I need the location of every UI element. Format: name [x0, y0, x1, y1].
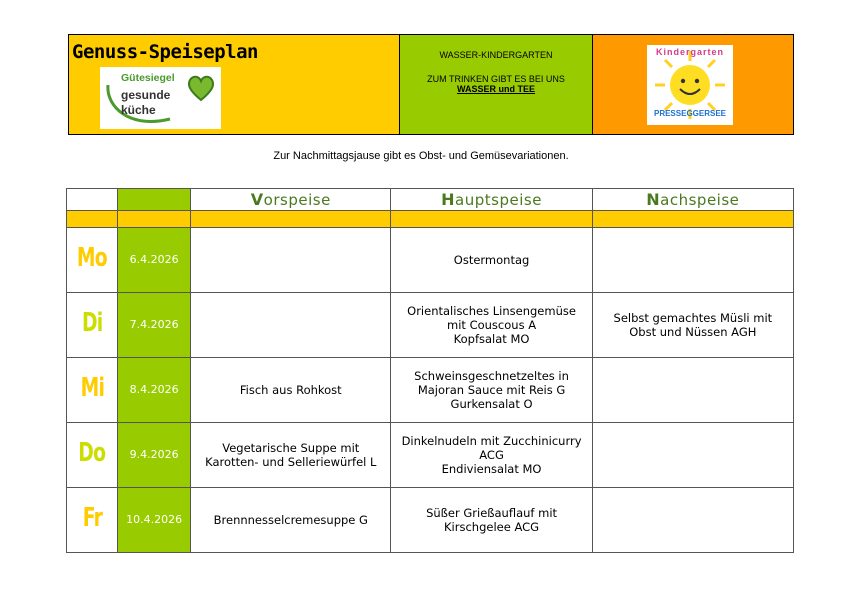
hauptspeise-header-label: [441, 191, 542, 209]
menu-table: [66, 188, 794, 553]
hauptspeise-cell: [391, 423, 592, 488]
header-row: [67, 189, 794, 211]
day-cell: [67, 293, 118, 358]
hauptspeise-line: Dinkelnudeln mit Zucchinicurry: [401, 434, 582, 448]
table-row: [67, 293, 794, 358]
hauptspeise-line: ACG: [479, 448, 504, 462]
kindergarten-logo: [647, 45, 733, 125]
table-row: [67, 488, 794, 553]
nachspeise-cell: [592, 358, 793, 423]
hauptspeise-cell: [391, 358, 592, 423]
logo-line-2: gesunde: [121, 88, 171, 102]
hauptspeise-line: mit Couscous A: [447, 318, 537, 332]
page-title: Genuss-Speiseplan: [72, 41, 258, 63]
spacer-cell: [391, 211, 592, 228]
heart-icon: [186, 73, 216, 103]
hauptspeise-line: Kopfsalat MO: [453, 332, 530, 346]
afternoon-snack-note: Zur Nachmittagsjause gibt es Obst- und Gemüsevariationen.: [273, 150, 569, 162]
day-cell: [67, 228, 118, 293]
spacer-cell: [592, 211, 793, 228]
header-water-info: [400, 35, 593, 134]
drink-info-label: ZUM TRINKEN GIBT ES BEI UNS: [427, 74, 565, 84]
date-cell: 8.4.2026: [118, 358, 191, 423]
header-rest: orspeise: [263, 191, 331, 209]
day-label: Mi: [80, 373, 104, 403]
hauptspeise-line: Gurkensalat O: [450, 397, 533, 411]
nachspeise-cell: [592, 293, 793, 358]
nachspeise-header-label: [646, 191, 739, 209]
day-label: Fr: [82, 503, 102, 533]
spacer-cell: [191, 211, 391, 228]
hauptspeise-line: Schweinsgeschnetzeltes in: [414, 369, 569, 383]
day-cell: [67, 358, 118, 423]
table-row: [67, 228, 794, 293]
hauptspeise-line: Endiviensalat MO: [441, 462, 542, 476]
nachspeise-cell: [592, 423, 793, 488]
header-logo-cell: [593, 35, 793, 134]
nachspeise-cell: [592, 488, 793, 553]
water-tea-label: WASSER und TEE: [456, 84, 535, 94]
vorspeise-line: Fisch aus Rohkost: [239, 383, 342, 397]
vorspeise-cell: [191, 488, 391, 553]
hauptspeise-cell: [391, 228, 592, 293]
menu-body: [67, 228, 794, 553]
date-cell: 6.4.2026: [118, 228, 191, 293]
vorspeise-cell: [191, 293, 391, 358]
nachspeise-line: Selbst gemachtes Müsli mit: [613, 311, 773, 325]
vorspeise-header-label: [251, 191, 331, 209]
header-rest: auptspeise: [455, 191, 542, 209]
nachspeise-header: [592, 189, 793, 211]
header-title-cell: [69, 35, 400, 134]
spacer-row: [67, 211, 794, 228]
hauptspeise-header: [391, 189, 592, 211]
vorspeise-cell: [191, 228, 391, 293]
date-cell: 10.4.2026: [118, 488, 191, 553]
vorspeise-line: Vegetarische Suppe mit: [222, 441, 360, 455]
day-cell: [67, 423, 118, 488]
hauptspeise-line: Ostermontag: [453, 253, 530, 267]
hauptspeise-cell: [391, 488, 592, 553]
day-label: Do: [78, 438, 106, 468]
logo-line-3: küche: [121, 103, 156, 117]
hauptspeise-line: Kirschgelee ACG: [444, 520, 540, 534]
hauptspeise-line: Orientalisches Linsengemüse: [407, 304, 576, 318]
header-initial: H: [441, 190, 456, 209]
date-cell: 7.4.2026: [118, 293, 191, 358]
nachspeise-cell: [592, 228, 793, 293]
hauptspeise-cell: [391, 293, 592, 358]
logo-line-1: Gütesiegel: [121, 72, 175, 84]
hauptspeise-line: Majoran Sauce mit Reis G: [417, 383, 566, 397]
date-header: [118, 189, 191, 211]
header-initial: N: [646, 190, 661, 209]
kindergarten-logo-bottom: PRESSEGGERSEE: [653, 109, 727, 118]
day-header: [67, 189, 118, 211]
spacer-cell: [118, 211, 191, 228]
header: [68, 34, 794, 135]
vorspeise-cell: [191, 358, 391, 423]
nachspeise-line: Obst und Nüssen AGH: [629, 325, 757, 339]
guetesiegel-logo: [100, 67, 221, 129]
water-kindergarten-label: WASSER-KINDERGARTEN: [439, 50, 553, 60]
date-cell: 9.4.2026: [118, 423, 191, 488]
hauptspeise-line: Süßer Grießauflauf mit: [426, 506, 558, 520]
header-initial: V: [250, 190, 264, 209]
table-row: [67, 423, 794, 488]
kindergarten-logo-top: Kindergarten: [655, 47, 724, 57]
vorspeise-line: Brennnesselcremesuppe G: [213, 513, 368, 527]
vorspeise-header: [191, 189, 391, 211]
day-label: Mo: [77, 243, 108, 273]
day-cell: [67, 488, 118, 553]
spacer-cell: [67, 211, 118, 228]
day-label: Di: [81, 308, 103, 338]
vorspeise-line: Karotten- und Selleriewürfel L: [205, 455, 377, 469]
table-row: [67, 358, 794, 423]
vorspeise-cell: [191, 423, 391, 488]
header-rest: achspeise: [660, 191, 740, 209]
